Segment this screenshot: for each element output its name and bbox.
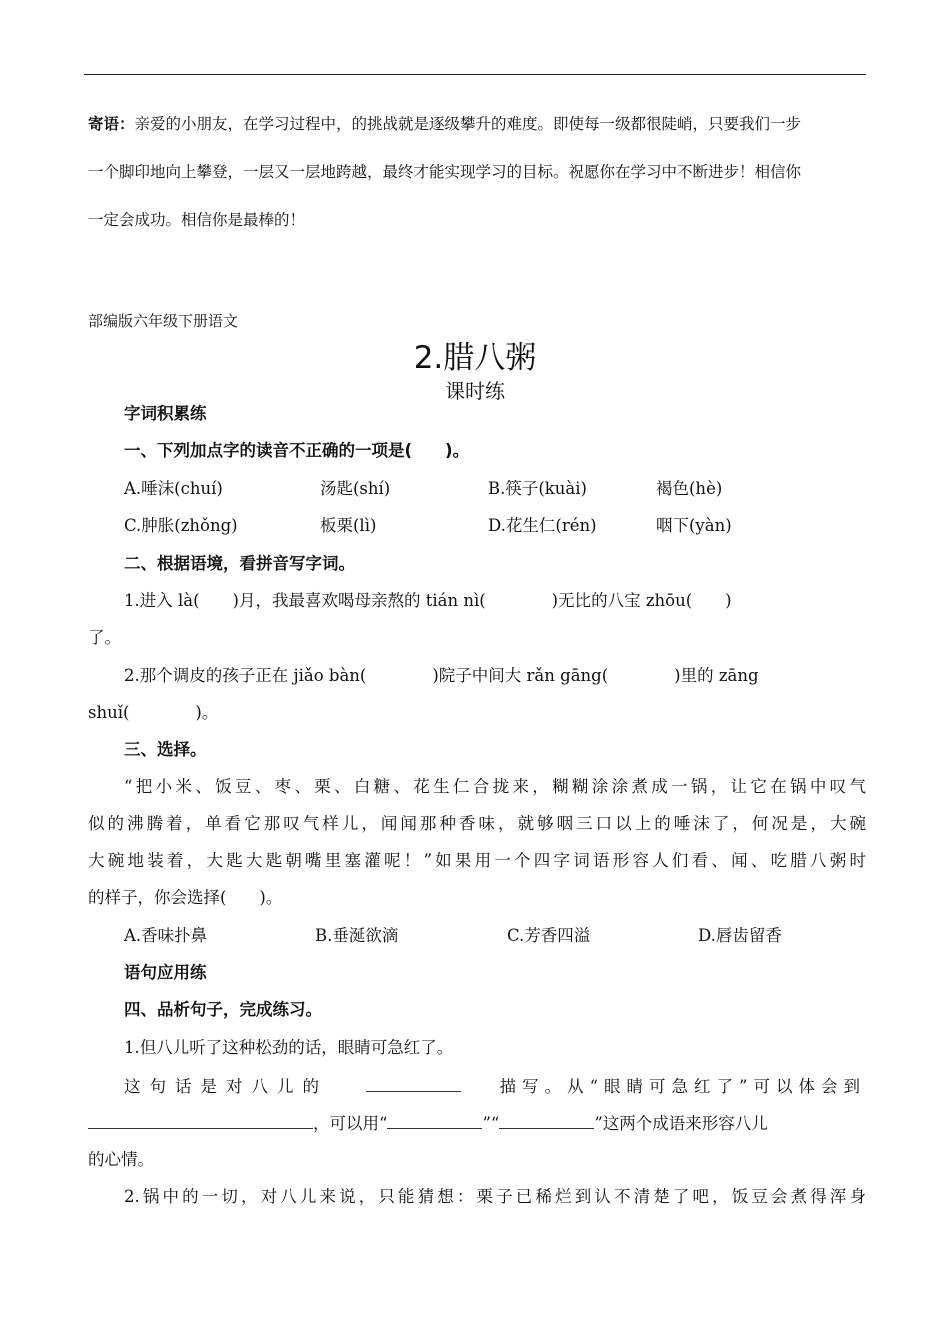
q1-option-a: A.唾沫(chuí) <box>124 479 223 498</box>
q4-item-1-line-3: 的心情。 <box>88 1150 154 1169</box>
q2-item-1-cont: 了。 <box>88 628 121 647</box>
question-1-heading: 一、下列加点字的读音不正确的一项是( )。 <box>124 441 470 460</box>
q3-option-c: C.芳香四溢 <box>507 926 591 945</box>
q3-passage-line-1: “把小米、饭豆、枣、栗、白糖、花生仁合拢来，糊糊涂涂煮成一锅，让它在锅中叹气 <box>124 777 866 796</box>
q3-passage-line-2: 似的沸腾着，单看它那叹气样儿，闻闻那种香味，就够咽三口以上的唾沫了，何况是，大碗 <box>88 814 866 833</box>
q1-option-a2: 汤匙(shí) <box>320 479 391 498</box>
q4-sentence-2: 2.锅中的一切，对八儿来说，只能猜想：栗子已稀烂到认不清楚了吧，饭豆会煮得浑身 <box>124 1187 866 1206</box>
answer-blank[interactable] <box>499 1114 594 1129</box>
q1-option-d2: 咽下(yàn) <box>656 516 732 535</box>
message-label: 寄语： <box>88 115 135 133</box>
subject-label: 部编版六年级下册语文 <box>88 312 239 330</box>
q4-item-1-line-1: 这句话是对八儿的 描写。从“眼睛可急红了”可以体会到 <box>124 1077 866 1096</box>
message-line-1: 寄语：亲爱的小朋友，在学习过程中，的挑战就是逐级攀升的难度。即使每一级都很陡峭，只要我们一步 <box>88 115 802 133</box>
q1-option-d: D.花生仁(rén) <box>488 516 597 535</box>
q3-passage-line-4: 的样子，你会选择( )。 <box>88 888 283 907</box>
q2-item-2-cont: shuǐ( )。 <box>88 703 219 722</box>
question-3-heading: 三、选择。 <box>124 740 207 759</box>
section-vocab-heading: 字词积累练 <box>124 404 207 423</box>
message-line-2: 一个脚印地向上攀登，一层又一层地跨越，最终才能实现学习的目标。祝愿你在学习中不断进步！相信你 <box>88 163 802 181</box>
q1-option-c2: 板栗(lì) <box>320 516 377 535</box>
answer-blank[interactable] <box>366 1077 461 1092</box>
q4-item-1-line-2: ，可以用“ ”“ ”这两个成语来形容八儿 <box>88 1114 866 1133</box>
q1-option-c: C.肿胀(zhǒng) <box>124 516 238 535</box>
page-subtitle: 课时练 <box>445 379 505 403</box>
q1-option-b2: 褐色(hè) <box>656 479 723 498</box>
q2-item-1: 1.进入 là( )月，我最喜欢喝母亲熬的 tián nì( )无比的八宝 zhōu( ) <box>124 591 732 610</box>
q3-option-d: D.唇齿留香 <box>698 926 782 945</box>
question-4-heading: 四、品析句子，完成练习。 <box>124 1000 322 1019</box>
q3-passage-line-3: 大碗地装着，大匙大匙朝嘴里塞灌呢！”如果用一个四字词语形容人们看、闻、吃腊八粥时 <box>88 851 866 870</box>
message-line-3: 一定会成功。相信你是最棒的！ <box>88 211 306 229</box>
q4-sentence-1: 1.但八儿听了这种松劲的话，眼睛可急红了。 <box>124 1038 454 1057</box>
question-2-heading: 二、根据语境，看拼音写字词。 <box>124 554 355 573</box>
q2-item-2: 2.那个调皮的孩子正在 jiǎo bàn( )院子中间大 rǎn gāng( )里的 zāng <box>124 666 759 685</box>
q1-option-b: B.筷子(kuài) <box>488 479 587 498</box>
q3-option-b: B.垂涎欲滴 <box>315 926 399 945</box>
section-sentence-heading: 语句应用练 <box>124 963 207 982</box>
q3-option-a: A.香味扑鼻 <box>124 926 208 945</box>
answer-blank[interactable] <box>387 1114 482 1129</box>
header-rule <box>84 74 866 75</box>
page-title: 2.腊八粥 <box>413 340 537 376</box>
answer-blank[interactable] <box>88 1114 313 1129</box>
